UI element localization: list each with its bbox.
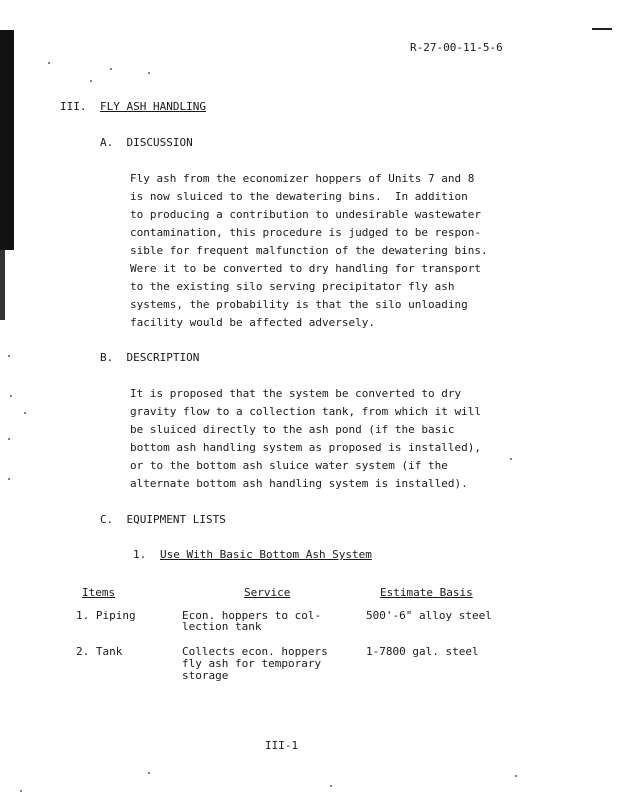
paragraph-line: bottom ash handling system as proposed is installed),: [130, 441, 481, 454]
paragraph-line: is now sluiced to the dewatering bins. In addition: [130, 190, 468, 203]
scan-speck: [10, 395, 12, 397]
scan-speck: [20, 790, 22, 792]
scan-speck: [48, 62, 50, 64]
item-cell: 2. Tank: [76, 645, 123, 658]
scan-speck: [8, 478, 10, 480]
scan-edge-mark: [0, 30, 14, 250]
scan-speck: [148, 772, 150, 774]
scan-speck: [24, 412, 26, 414]
paragraph-line: facility would be affected adversely.: [130, 316, 376, 329]
description-paragraph: [130, 385, 481, 493]
paragraph-line: systems, the probability is that the silo unloading: [130, 298, 468, 311]
scan-speck: [510, 458, 512, 460]
scan-edge-mark: [0, 250, 5, 320]
description-heading: B. DESCRIPTION: [100, 351, 200, 364]
scan-speck: [515, 775, 517, 777]
column-header-basis: Estimate Basis: [380, 586, 473, 599]
section-title: FLY ASH HANDLING: [100, 100, 206, 113]
service-cell-line: Collects econ. hoppers: [182, 645, 328, 658]
scan-speck: [8, 355, 10, 357]
section-number: III.: [60, 100, 87, 113]
basis-cell: 1-7800 gal. steel: [366, 645, 479, 658]
page-number: III-1: [265, 739, 299, 752]
paragraph-line: to the existing silo serving precipitator fly ash: [130, 280, 455, 293]
service-cell-line: fly ash for temporary: [182, 657, 322, 670]
discussion-heading: A. DISCUSSION: [100, 136, 193, 149]
paragraph-line: to producing a contribution to undesirable wastewater: [130, 208, 481, 221]
subheading-number: 1.: [133, 548, 147, 561]
column-header-service: Service: [244, 586, 291, 599]
document-id: R-27-00-11-5-6: [410, 41, 503, 54]
scan-speck: [148, 72, 150, 74]
discussion-paragraph: [130, 170, 488, 332]
column-header-items: Items: [82, 586, 116, 599]
item-cell: 1. Piping: [76, 609, 136, 622]
paragraph-line: Were it to be converted to dry handling for transport: [130, 262, 481, 275]
service-cell-line: Econ. hoppers to col-: [182, 609, 322, 622]
paragraph-line: be sluiced directly to the ash pond (if the basic: [130, 423, 455, 436]
service-cell-line: lection tank: [182, 620, 262, 633]
paragraph-line: alternate bottom ash handling system is installed).: [130, 477, 468, 490]
paragraph-line: Fly ash from the economizer hoppers of Units 7 and 8: [130, 172, 475, 185]
subheading-title: Use With Basic Bottom Ash System: [160, 548, 372, 561]
scan-speck: [330, 785, 332, 787]
paragraph-line: contamination, this procedure is judged to be respon-: [130, 226, 481, 239]
scan-speck: [8, 438, 10, 440]
paragraph-line: gravity flow to a collection tank, from which it will: [130, 405, 481, 418]
scan-speck: [110, 68, 112, 70]
paragraph-line: or to the bottom ash sluice water system (if the: [130, 459, 448, 472]
paragraph-line: It is proposed that the system be converted to dry: [130, 387, 462, 400]
basis-cell: 500'-6" alloy steel: [366, 609, 492, 622]
service-cell-line: storage: [182, 669, 229, 682]
equipment-heading: C. EQUIPMENT LISTS: [100, 513, 226, 526]
scan-speck: [90, 80, 92, 82]
corner-rule: [592, 28, 612, 30]
paragraph-line: sible for frequent malfunction of the dewatering bins.: [130, 244, 488, 257]
